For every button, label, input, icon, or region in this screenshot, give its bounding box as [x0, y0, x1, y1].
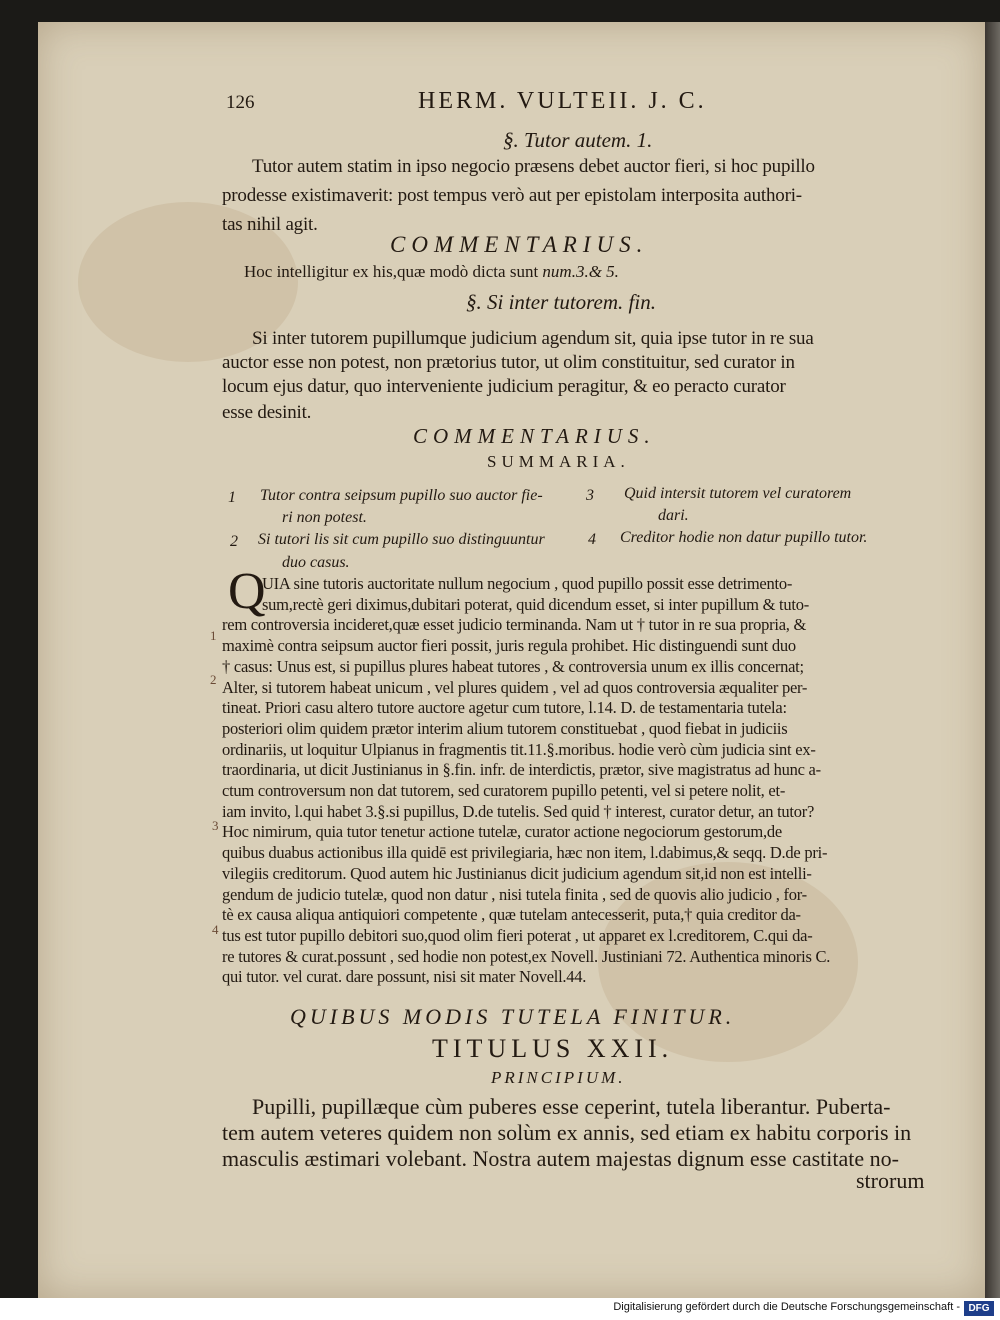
- commentary-line: tus est tutor pupillo debitori suo,quod olim fieri poterat , ut apparet ex l.creditorem, C.qui da-: [222, 925, 813, 945]
- summary-item: Si tutori lis sit cum pupillo suo distinguuntur: [258, 531, 545, 548]
- commentary-line: Alter, si tutorem habeat unicum , vel plures quidem , vel ad quos controversia æqualiter per-: [222, 677, 808, 697]
- summary-item: duo casus.: [282, 554, 350, 571]
- text-line: tas nihil agit.: [222, 214, 318, 235]
- summary-item: Tutor contra seipsum pupillo suo auctor fie-: [260, 487, 543, 504]
- commentary-line: maximè contra seipsum auctor fieri possit, juris regula prohibet. Hic distinguendi sunt duo: [222, 636, 796, 656]
- summary-number: 4: [588, 531, 596, 548]
- section-heading: §. Si inter tutorem. fin.: [466, 290, 656, 314]
- summary-number: 1: [228, 489, 236, 506]
- drop-cap: Q: [228, 563, 266, 620]
- commentary-line: ordinariis, ut loquitur Ulpianus in fragmentis tit.11.§.moribus. hodie verò cùm judicia sint ex-: [222, 739, 816, 759]
- commentary-line: ctum controversum non dat tutorem, sed curatorem pupillo petenti, vel si petere nolit, et-: [222, 781, 786, 800]
- text-line: locum ejus datur, quo interveniente judicium peragitur, & eo peracto curator: [222, 376, 786, 397]
- margin-number: 2: [210, 672, 217, 687]
- summaria-heading: SUMMARIA.: [487, 452, 630, 471]
- text-line: Si inter tutorem pupillumque judicium agendum sit, quia ipse tutor in re sua: [252, 328, 814, 349]
- text-line: tem autem veteres quidem non solùm ex annis, sed etiam ex habitu corporis in: [222, 1120, 912, 1145]
- commentary-line: rem controversia incideret,quæ esset judicio terminanda. Nam ut † tutor in re sua propria, &: [222, 615, 807, 635]
- summary-number: 3: [586, 487, 594, 504]
- summary-number: 2: [230, 533, 238, 550]
- section-heading: §. Tutor autem. 1.: [503, 128, 653, 152]
- footer-credit: Digitalisierung gefördert durch die Deutsche Forschungsgemeinschaft -: [613, 1301, 960, 1313]
- commentary-line: tè ex causa aliqua antiquiori competente , quæ tutelam antecesserit, puta,† quia creditor da-: [222, 905, 801, 925]
- principium-heading: PRINCIPIUM.: [491, 1068, 626, 1087]
- commentary-line: iam invito, l.qui habet 3.§.si pupillus, D.de tutelis. Sed quid † interest, curator detur, an tutor?: [222, 801, 815, 821]
- commentary-line: qui tutor. vel curat. dare possunt, nisi sit mater Novell.44.: [222, 967, 587, 987]
- commentary-line: gendum de judicio tutelæ, quod non datur , nisi tutela finita , sed de quovis alio judicio , for-: [222, 884, 807, 904]
- margin-number: 4: [212, 922, 219, 937]
- summary-item: Quid intersit tutorem vel curatorem: [624, 485, 852, 502]
- commentary-line: re tutores & curat.possunt , sed hodie non potest,ex Novell. Justiniani 72. Authentica minoris C.: [222, 946, 831, 966]
- summary-item: Creditor hodie non datur pupillo tutor.: [620, 529, 868, 546]
- text-line: esse desinit.: [222, 402, 312, 423]
- page-number: 126: [226, 92, 255, 113]
- title-heading: QUIBUS MODIS TUTELA FINITUR.: [290, 1004, 736, 1029]
- text-line: Pupilli, pupillæque cùm puberes esse ceperint, tutela liberantur. Puberta-: [252, 1094, 891, 1119]
- commentary-heading: COMMENTARIUS.: [413, 424, 656, 448]
- page-edge: [985, 22, 1000, 1298]
- titulus: TITULUS XXII.: [432, 1034, 674, 1063]
- text-line: masculis æstimari volebant. Nostra autem majestas dignum esse castitate no-: [222, 1146, 899, 1171]
- summary-item: ri non potest.: [282, 509, 367, 526]
- commentary-line: sum,rectè geri diximus,dubitari poterat, quid dicendum esset, si inter pupillum & tuto-: [262, 594, 809, 614]
- commentary-line: vilegiis creditorum. Quod autem hic Justinianus dicit judicium agendum sit,id non est intelli-: [222, 863, 812, 883]
- commentary-line: quibus duabus actionibus illa quidē est privilegiaria, hæc non item, l.dabimus,& seqq. D.de pri-: [222, 843, 828, 863]
- commentary-line: traordinaria, ut dicit Justinianus in §.fin. infr. de interdictis, prætor, sive magistratus ad hunc a-: [222, 760, 821, 780]
- margin-number: 3: [212, 818, 219, 833]
- commentary-line: tineat. Priori casu altero tutore auctore agetur cum tutore, l.14. D. de testamentaria tutela:: [222, 698, 787, 718]
- commentary-line: † casus: Unus est, si pupillus plures habeat tutores , & controversia unum ex illis concernat;: [222, 656, 804, 676]
- commentary-heading: COMMENTARIUS.: [390, 232, 649, 257]
- running-title: HERM. VULTEII. J. C.: [418, 88, 707, 114]
- catchword: strorum: [856, 1168, 925, 1193]
- commentary-line: Hoc nimirum, quia tutor tenetur actione tutelæ, curator actione negociorum gestorum,de: [222, 822, 782, 842]
- commentary-line: posteriori olim quidem prætor interim alium tutorem constituebat , quod fiebat in judiciis: [222, 718, 788, 738]
- text-line: prodesse existimaverit: post tempus verò aut per epistolam interposita authori-: [222, 185, 802, 206]
- footer-bar: [0, 1298, 1000, 1320]
- margin-number: 1: [210, 628, 217, 643]
- dfg-logo: DFG: [964, 1301, 994, 1316]
- text-line: auctor esse non potest, non prætorius tutor, ut olim constituitur, sed curator in: [222, 352, 795, 373]
- text-line: Tutor autem statim in ipso negocio præsens debet auctor fieri, si hoc pupillo: [252, 156, 815, 177]
- summary-item: dari.: [658, 507, 689, 524]
- commentary-line: UIA sine tutoris auctoritate nullum negocium , quod pupillo possit esse detrimento-: [262, 574, 793, 593]
- commentary-text: Hoc intelligitur ex his,quæ modò dicta sunt num.3.& 5.: [244, 262, 619, 281]
